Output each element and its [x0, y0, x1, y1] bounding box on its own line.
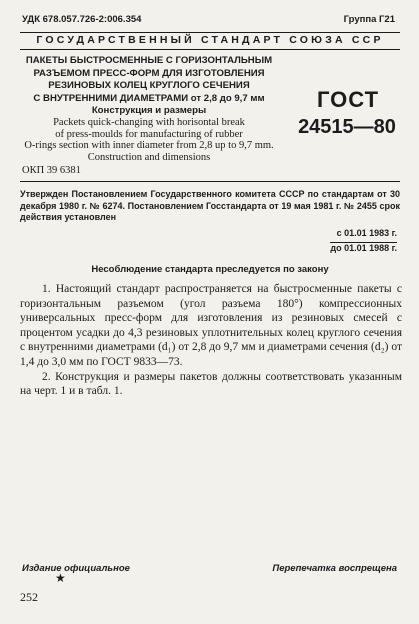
title-en-line: Packets quick-changing with horisontal break: [53, 117, 245, 128]
udk-code: УДК 678.057.726-2:006.354: [22, 14, 142, 25]
title-russian: [20, 55, 278, 118]
title-ru-line: РАЗЪЕМОМ ПРЕСС-ФОРМ ДЛЯ ИЗГОТОВЛЕНИЯ: [33, 67, 265, 79]
section-rule: [20, 181, 400, 182]
standard-banner: ГОСУДАРСТВЕННЫЙ СТАНДАРТ СОЮЗА ССР: [36, 34, 384, 46]
group-code: Группа Г21: [343, 14, 395, 25]
official-edition-note: Издание официальное: [22, 563, 130, 574]
header-rule-bottom: [20, 49, 400, 50]
paragraph-2: 2. Конструкция и размеры пакетов должны соответствовать указанным на черт. 1 и в табл. 1.: [20, 370, 402, 398]
gost-label: ГОСТ: [316, 87, 380, 112]
page-number: 252: [20, 590, 38, 604]
star-icon: ★: [55, 571, 66, 585]
effective-from: с 01.01 1983 г.: [336, 228, 397, 238]
header-rule-top: [20, 32, 400, 33]
body-text: [20, 282, 402, 399]
effective-to-text: до 01.01 1988 г.: [330, 243, 397, 253]
reprint-prohibited-note: Перепечатка воспрещена: [272, 563, 397, 574]
title-en-line: O-rings section with inner diameter from 2,8 up to 9,7 mm.: [24, 140, 274, 151]
title-ru-line: РЕЗИНОВЫХ КОЛЕЦ КРУГЛОГО СЕЧЕНИЯ: [48, 80, 250, 91]
paragraph-1: 1. Настоящий стандарт распространяется на быстросменные пакеты с горизонтальным разъемом (угол разъема 180°) компрессионных универсальных пресс-форм для изготовления из резиновых смесей с процентом усадки до 4,3 резиновых уплотнительных колец круглого сечения с внутренними диаметрами (d₁) от 2,8 до 9,7 мм и диаметрами сечения (d₂) от 1,4 до 3,0 мм по ГОСТ 9833—73.: [20, 283, 402, 368]
legal-warning: Несоблюдение стандарта преследуется по закону: [91, 264, 329, 275]
approval-text: Утвержден Постановлением Государственного комитета СССР по стандартам от 30 декабря 1980 г. № 6274. Постановлением Госстандарта от 19 мая 1981 г. № 2455 срок действия установлен: [20, 189, 400, 222]
title-ru-subtitle: Конструкция и размеры: [91, 105, 207, 116]
okp-code: ОКП 39 6381: [22, 165, 81, 176]
title-en-line: of press-moulds for manufacturing of rubber: [55, 128, 243, 140]
effective-to: [330, 243, 397, 253]
gost-number: 24515—80: [298, 116, 396, 138]
title-ru-line: ПАКЕТЫ БЫСТРОСМЕННЫЕ С ГОРИЗОНТАЛЬНЫМ: [25, 55, 273, 66]
title-ru-line: С ВНУТРЕННИМИ ДИАМЕТРАМИ от 2,8 до 9,7 мм: [33, 92, 265, 104]
title-english: [20, 117, 278, 163]
title-en-line: Construction and dimensions: [87, 151, 211, 163]
